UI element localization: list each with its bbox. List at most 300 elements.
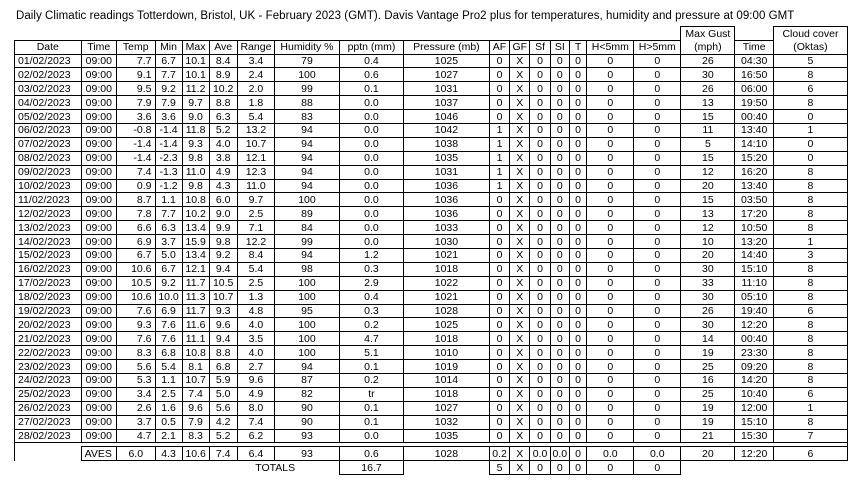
cell-af: 0: [489, 429, 510, 443]
cell-cloud: 8: [773, 290, 847, 304]
aves-cloud: 6: [773, 447, 847, 461]
cell-pressure: 1025: [404, 54, 489, 68]
cell-gust-time: 15:20: [735, 151, 774, 165]
cell-gust: 15: [681, 151, 735, 165]
cell-humidity: 90: [275, 415, 340, 429]
cell-h-gt5: 0: [634, 373, 681, 387]
cell-t: 0: [569, 304, 587, 318]
cell-t: 0: [569, 387, 587, 401]
cell-ave: 5.2: [209, 429, 237, 443]
cell-ave: 8.9: [209, 68, 237, 82]
cell-af: 0: [489, 387, 510, 401]
cell-ave: 6.0: [209, 193, 237, 207]
cell-min: 6.7: [155, 54, 182, 68]
cell-time: 09:00: [81, 290, 116, 304]
cell-h-gt5: 0: [634, 151, 681, 165]
cell-max: 10.8: [182, 193, 209, 207]
cell-sf: 0: [530, 318, 551, 332]
cell-date: 25/02/2023: [15, 387, 82, 401]
cell-time: 09:00: [81, 346, 116, 360]
cell-max: 9.7: [182, 96, 209, 110]
cell-gust: 19: [681, 401, 735, 415]
cell-si: 0: [550, 82, 569, 96]
cell-gf: X: [510, 68, 530, 82]
table-row: [15, 248, 848, 262]
cell-temp: 10.6: [117, 262, 156, 276]
cell-gust: 25: [681, 387, 735, 401]
cell-t: 0: [569, 415, 587, 429]
cell-gust-time: 12:20: [735, 318, 774, 332]
cell-sf: 0: [530, 221, 551, 235]
cell-si: 0: [550, 110, 569, 124]
cell-cloud: 1: [773, 235, 847, 249]
cell-h-lt5: 0: [587, 54, 634, 68]
cell-ave: 5.2: [209, 123, 237, 137]
cell-temp: 9.5: [117, 82, 156, 96]
cell-gust: 5: [681, 137, 735, 151]
cell-h-lt5: 0: [587, 387, 634, 401]
cell-sf: 0: [530, 207, 551, 221]
cell-date: 13/02/2023: [15, 221, 82, 235]
cell-min: 6.3: [155, 221, 182, 235]
cell-time: 09:00: [81, 137, 116, 151]
cell-af: 0: [489, 82, 510, 96]
cell-si: 0: [550, 137, 569, 151]
cell-gf: X: [510, 290, 530, 304]
cell-pressure: 1037: [404, 96, 489, 110]
cell-t: 0: [569, 401, 587, 415]
cell-date: 19/02/2023: [15, 304, 82, 318]
header-max: Max: [182, 40, 209, 54]
cell-cloud: 5: [773, 54, 847, 68]
cell-gust-time: 17:20: [735, 207, 774, 221]
cell-min: 1.1: [155, 193, 182, 207]
cell-cloud: 3: [773, 248, 847, 262]
cell-temp: 7.9: [117, 96, 156, 110]
cell-date: 07/02/2023: [15, 137, 82, 151]
aves-temp: 6.0: [117, 447, 156, 461]
cell-h-gt5: 0: [634, 387, 681, 401]
cell-pptn: 0.0: [339, 193, 404, 207]
cell-h-lt5: 0: [587, 346, 634, 360]
cell-gust: 19: [681, 346, 735, 360]
aves-pptn: 0.6: [339, 447, 404, 461]
cell-h-lt5: 0: [587, 401, 634, 415]
totals-pptn: 16.7: [339, 461, 404, 475]
cell-time: 09:00: [81, 387, 116, 401]
cell-time: 09:00: [81, 68, 116, 82]
cell-pptn: 0.0: [339, 429, 404, 443]
aves-gust-time: 12:20: [735, 447, 774, 461]
cell-date: 16/02/2023: [15, 262, 82, 276]
cell-si: 0: [550, 415, 569, 429]
cell-si: 0: [550, 360, 569, 374]
cell-t: 0: [569, 276, 587, 290]
cell-pressure: 1030: [404, 235, 489, 249]
cell-gust-time: 14:10: [735, 137, 774, 151]
cell-min: 7.6: [155, 332, 182, 346]
cell-temp: 7.7: [117, 54, 156, 68]
cell-time: 09:00: [81, 207, 116, 221]
cell-min: 0.5: [155, 415, 182, 429]
cell-gf: X: [510, 304, 530, 318]
cell-h-gt5: 0: [634, 68, 681, 82]
cell-gust-time: 03:50: [735, 193, 774, 207]
cell-sf: 0: [530, 123, 551, 137]
cell-t: 0: [569, 179, 587, 193]
cell-gust-time: 00:40: [735, 332, 774, 346]
cell-humidity: 94: [275, 179, 340, 193]
cell-cloud: 1: [773, 401, 847, 415]
header-sf: Sf: [530, 40, 551, 54]
cell-date: 24/02/2023: [15, 373, 82, 387]
cell-pressure: 1035: [404, 429, 489, 443]
cell-h-lt5: 0: [587, 373, 634, 387]
cell-af: 0: [489, 276, 510, 290]
cell-time: 09:00: [81, 373, 116, 387]
cell-humidity: 83: [275, 110, 340, 124]
cell-t: 0: [569, 318, 587, 332]
cell-date: 09/02/2023: [15, 165, 82, 179]
header-cloud-cover: Cloud cover: [773, 27, 847, 41]
cell-h-lt5: 0: [587, 415, 634, 429]
table-row: [15, 165, 848, 179]
cell-gust-time: 00:40: [735, 110, 774, 124]
cell-max: 11.2: [182, 82, 209, 96]
cell-pptn: 0.0: [339, 110, 404, 124]
cell-h-lt5: 0: [587, 262, 634, 276]
cell-cloud: 6: [773, 387, 847, 401]
cell-h-lt5: 0: [587, 304, 634, 318]
cell-date: 06/02/2023: [15, 123, 82, 137]
cell-max: 7.4: [182, 387, 209, 401]
cell-h-gt5: 0: [634, 346, 681, 360]
cell-max: 10.7: [182, 373, 209, 387]
cell-min: 5.0: [155, 248, 182, 262]
cell-range: 10.7: [237, 137, 274, 151]
cell-gf: X: [510, 179, 530, 193]
cell-h-lt5: 0: [587, 110, 634, 124]
cell-t: 0: [569, 429, 587, 443]
cell-af: 0: [489, 290, 510, 304]
cell-range: 6.2: [237, 429, 274, 443]
cell-humidity: 99: [275, 235, 340, 249]
cell-ave: 6.8: [209, 360, 237, 374]
cell-gust: 14: [681, 332, 735, 346]
cell-h-gt5: 0: [634, 165, 681, 179]
cell-ave: 9.3: [209, 304, 237, 318]
cell-date: 15/02/2023: [15, 248, 82, 262]
cell-date: 10/02/2023: [15, 179, 82, 193]
cell-si: 0: [550, 151, 569, 165]
cell-max: 11.7: [182, 276, 209, 290]
cell-cloud: 0: [773, 110, 847, 124]
cell-af: 0: [489, 373, 510, 387]
header-range: Range: [237, 40, 274, 54]
header-max-gust: Max Gust: [681, 27, 735, 41]
table-row: [15, 151, 848, 165]
cell-range: 4.0: [237, 346, 274, 360]
cell-pressure: 1046: [404, 110, 489, 124]
cell-cloud: 8: [773, 346, 847, 360]
cell-time: 09:00: [81, 276, 116, 290]
cell-humidity: 95: [275, 304, 340, 318]
cell-date: 21/02/2023: [15, 332, 82, 346]
cell-temp: 7.4: [117, 165, 156, 179]
cell-sf: 0: [530, 373, 551, 387]
cell-gf: X: [510, 415, 530, 429]
header-ave: Ave: [209, 40, 237, 54]
cell-t: 0: [569, 373, 587, 387]
cell-h-gt5: 0: [634, 221, 681, 235]
cell-pptn: 0.1: [339, 82, 404, 96]
cell-range: 5.4: [237, 110, 274, 124]
cell-gust-time: 14:40: [735, 248, 774, 262]
cell-h-lt5: 0: [587, 151, 634, 165]
cell-pressure: 1031: [404, 165, 489, 179]
cell-range: 2.0: [237, 82, 274, 96]
table-row: [15, 137, 848, 151]
cell-ave: 8.8: [209, 346, 237, 360]
cell-humidity: 88: [275, 96, 340, 110]
cell-h-gt5: 0: [634, 137, 681, 151]
cell-cloud: 8: [773, 207, 847, 221]
cell-humidity: 98: [275, 262, 340, 276]
cell-gf: X: [510, 137, 530, 151]
cell-si: 0: [550, 96, 569, 110]
cell-t: 0: [569, 193, 587, 207]
cell-gust: 26: [681, 54, 735, 68]
cell-pressure: 1036: [404, 193, 489, 207]
cell-pptn: 2.9: [339, 276, 404, 290]
cell-cloud: 6: [773, 304, 847, 318]
cell-time: 09:00: [81, 165, 116, 179]
cell-gust: 10: [681, 235, 735, 249]
cell-pressure: 1035: [404, 151, 489, 165]
cell-time: 09:00: [81, 318, 116, 332]
cell-af: 0: [489, 221, 510, 235]
header-cloud-unit: (Oktas): [773, 40, 847, 54]
totals-si: 0: [550, 461, 569, 475]
cell-h-lt5: 0: [587, 276, 634, 290]
cell-gf: X: [510, 221, 530, 235]
cell-humidity: 94: [275, 165, 340, 179]
cell-af: 0: [489, 318, 510, 332]
cell-pressure: 1038: [404, 137, 489, 151]
cell-time: 09:00: [81, 151, 116, 165]
cell-cloud: 8: [773, 68, 847, 82]
cell-date: 11/02/2023: [15, 193, 82, 207]
cell-range: 4.9: [237, 387, 274, 401]
aves-row: [15, 447, 848, 461]
table-row: [15, 401, 848, 415]
cell-temp: 3.7: [117, 415, 156, 429]
cell-gf: X: [510, 82, 530, 96]
cell-pressure: 1018: [404, 387, 489, 401]
cell-gust: 11: [681, 123, 735, 137]
climate-table: [14, 26, 848, 475]
cell-af: 0: [489, 54, 510, 68]
cell-sf: 0: [530, 248, 551, 262]
cell-pressure: 1021: [404, 290, 489, 304]
cell-pptn: 0.4: [339, 290, 404, 304]
cell-pressure: 1019: [404, 360, 489, 374]
cell-range: 1.8: [237, 96, 274, 110]
cell-ave: 8.4: [209, 54, 237, 68]
cell-min: 6.9: [155, 304, 182, 318]
table-row: [15, 360, 848, 374]
totals-label: TOTALS: [255, 462, 296, 475]
cell-max: 10.8: [182, 346, 209, 360]
cell-pressure: 1025: [404, 318, 489, 332]
cell-ave: 5.0: [209, 387, 237, 401]
cell-time: 09:00: [81, 248, 116, 262]
cell-gust: 15: [681, 110, 735, 124]
cell-h-gt5: 0: [634, 248, 681, 262]
cell-date: 20/02/2023: [15, 318, 82, 332]
cell-ave: 9.9: [209, 221, 237, 235]
cell-gust: 26: [681, 82, 735, 96]
cell-range: 7.1: [237, 221, 274, 235]
cell-si: 0: [550, 304, 569, 318]
cell-min: 3.6: [155, 110, 182, 124]
cell-t: 0: [569, 346, 587, 360]
cell-h-lt5: 0: [587, 429, 634, 443]
cell-humidity: 94: [275, 137, 340, 151]
cell-temp: 8.3: [117, 346, 156, 360]
cell-humidity: 100: [275, 346, 340, 360]
table-row: [15, 179, 848, 193]
cell-pressure: 1032: [404, 415, 489, 429]
cell-pressure: 1036: [404, 179, 489, 193]
cell-cloud: 8: [773, 179, 847, 193]
cell-ave: 4.2: [209, 415, 237, 429]
cell-af: 0: [489, 360, 510, 374]
table-row: [15, 193, 848, 207]
cell-h-gt5: 0: [634, 123, 681, 137]
cell-h-gt5: 0: [634, 54, 681, 68]
cell-pptn: 0.0: [339, 123, 404, 137]
cell-ave: 5.9: [209, 373, 237, 387]
cell-af: 0: [489, 346, 510, 360]
cell-temp: 4.7: [117, 429, 156, 443]
cell-range: 2.4: [237, 68, 274, 82]
cell-sf: 0: [530, 360, 551, 374]
aves-sf: 0.0: [530, 447, 551, 461]
cell-max: 9.3: [182, 137, 209, 151]
cell-si: 0: [550, 429, 569, 443]
cell-date: 28/02/2023: [15, 429, 82, 443]
cell-humidity: 100: [275, 332, 340, 346]
cell-t: 0: [569, 290, 587, 304]
cell-humidity: 82: [275, 387, 340, 401]
cell-sf: 0: [530, 262, 551, 276]
cell-gust-time: 19:40: [735, 304, 774, 318]
cell-gust-time: 15:10: [735, 262, 774, 276]
cell-gf: X: [510, 110, 530, 124]
cell-min: -2.3: [155, 151, 182, 165]
cell-cloud: 1: [773, 123, 847, 137]
aves-min: 4.3: [155, 447, 182, 461]
cell-h-lt5: 0: [587, 165, 634, 179]
header-t: T: [569, 40, 587, 54]
cell-range: 4.0: [237, 318, 274, 332]
totals-af: 5: [489, 461, 510, 475]
aves-label: AVES: [81, 447, 116, 461]
cell-gf: X: [510, 193, 530, 207]
cell-gust-time: 10:50: [735, 221, 774, 235]
cell-si: 0: [550, 373, 569, 387]
cell-temp: -0.8: [117, 123, 156, 137]
cell-date: 12/02/2023: [15, 207, 82, 221]
cell-cloud: 8: [773, 415, 847, 429]
cell-min: 9.2: [155, 82, 182, 96]
cell-gust-time: 16:50: [735, 68, 774, 82]
header-si: SI: [550, 40, 569, 54]
cell-time: 09:00: [81, 235, 116, 249]
cell-max: 15.9: [182, 235, 209, 249]
cell-temp: 7.6: [117, 332, 156, 346]
cell-range: 2.5: [237, 276, 274, 290]
cell-max: 11.7: [182, 304, 209, 318]
cell-pptn: 0.6: [339, 68, 404, 82]
cell-pptn: 0.1: [339, 360, 404, 374]
cell-cloud: 8: [773, 221, 847, 235]
cell-cloud: 8: [773, 332, 847, 346]
cell-gf: X: [510, 262, 530, 276]
cell-max: 10.2: [182, 207, 209, 221]
cell-humidity: 94: [275, 248, 340, 262]
cell-h-lt5: 0: [587, 179, 634, 193]
cell-h-lt5: 0: [587, 318, 634, 332]
cell-pptn: 0.2: [339, 373, 404, 387]
cell-time: 09:00: [81, 262, 116, 276]
cell-sf: 0: [530, 110, 551, 124]
table-row: [15, 373, 848, 387]
cell-date: 23/02/2023: [15, 360, 82, 374]
cell-si: 0: [550, 165, 569, 179]
cell-gust-time: 15:30: [735, 429, 774, 443]
cell-pressure: 1010: [404, 346, 489, 360]
cell-cloud: 8: [773, 360, 847, 374]
cell-gust: 30: [681, 290, 735, 304]
aves-pressure: 1028: [404, 447, 489, 461]
cell-h-lt5: 0: [587, 290, 634, 304]
cell-date: 18/02/2023: [15, 290, 82, 304]
cell-si: 0: [550, 54, 569, 68]
cell-max: 12.1: [182, 262, 209, 276]
cell-ave: 9.2: [209, 248, 237, 262]
cell-t: 0: [569, 262, 587, 276]
cell-h-gt5: 0: [634, 401, 681, 415]
cell-pptn: 0.0: [339, 96, 404, 110]
cell-pptn: 0.0: [339, 207, 404, 221]
cell-gust: 21: [681, 429, 735, 443]
cell-gust: 13: [681, 96, 735, 110]
cell-temp: 7.6: [117, 304, 156, 318]
cell-range: 5.4: [237, 262, 274, 276]
cell-h-gt5: 0: [634, 332, 681, 346]
header-date: Date: [15, 40, 82, 54]
cell-range: 12.3: [237, 165, 274, 179]
totals-h-gt5: 0: [634, 461, 681, 475]
cell-humidity: 100: [275, 68, 340, 82]
cell-sf: 0: [530, 96, 551, 110]
table-row: [15, 110, 848, 124]
cell-temp: 5.6: [117, 360, 156, 374]
cell-date: 08/02/2023: [15, 151, 82, 165]
cell-humidity: 94: [275, 360, 340, 374]
